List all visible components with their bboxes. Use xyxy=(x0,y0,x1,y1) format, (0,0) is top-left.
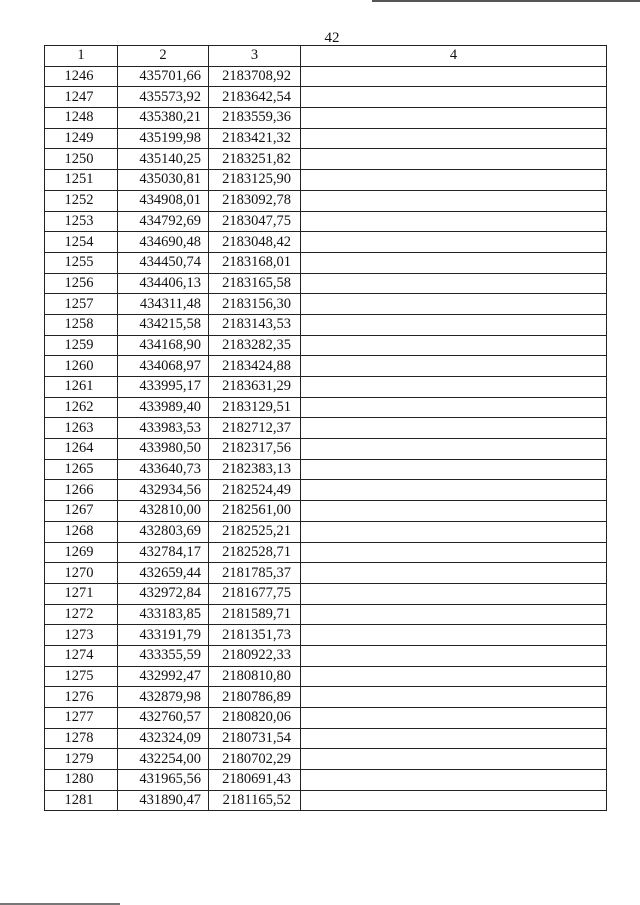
table-row xyxy=(45,273,607,294)
point-number-cell: 1266 xyxy=(45,480,118,501)
table-header-row xyxy=(45,46,607,67)
table-row xyxy=(45,252,607,273)
note-cell xyxy=(301,645,607,666)
x-coordinate-cell: 434690,48 xyxy=(118,232,209,253)
table-row xyxy=(45,87,607,108)
table-row xyxy=(45,377,607,398)
note-cell xyxy=(301,377,607,398)
x-coordinate-cell: 433355,59 xyxy=(118,645,209,666)
point-number-cell: 1246 xyxy=(45,66,118,87)
table-row xyxy=(45,666,607,687)
y-coordinate-cell: 2183143,53 xyxy=(209,314,301,335)
x-coordinate-cell: 433995,17 xyxy=(118,377,209,398)
point-number-cell: 1269 xyxy=(45,542,118,563)
point-number-cell: 1262 xyxy=(45,397,118,418)
column-header-1: 1 xyxy=(45,46,118,67)
y-coordinate-cell: 2183165,58 xyxy=(209,273,301,294)
note-cell xyxy=(301,170,607,191)
table-row xyxy=(45,501,607,522)
note-cell xyxy=(301,459,607,480)
x-coordinate-cell: 434168,90 xyxy=(118,335,209,356)
table-row xyxy=(45,418,607,439)
point-number-cell: 1264 xyxy=(45,439,118,460)
y-coordinate-cell: 2182525,21 xyxy=(209,521,301,542)
x-coordinate-cell: 432934,56 xyxy=(118,480,209,501)
x-coordinate-cell: 435199,98 xyxy=(118,128,209,149)
x-coordinate-cell: 432879,98 xyxy=(118,687,209,708)
point-number-cell: 1250 xyxy=(45,149,118,170)
table-row xyxy=(45,211,607,232)
coordinates-table xyxy=(44,45,607,811)
y-coordinate-cell: 2183631,29 xyxy=(209,377,301,398)
y-coordinate-cell: 2182524,49 xyxy=(209,480,301,501)
table-row xyxy=(45,542,607,563)
x-coordinate-cell: 433980,50 xyxy=(118,439,209,460)
note-cell xyxy=(301,273,607,294)
point-number-cell: 1248 xyxy=(45,108,118,129)
note-cell xyxy=(301,583,607,604)
note-cell xyxy=(301,521,607,542)
y-coordinate-cell: 2183708,92 xyxy=(209,66,301,87)
y-coordinate-cell: 2182317,56 xyxy=(209,439,301,460)
y-coordinate-cell: 2183129,51 xyxy=(209,397,301,418)
table-row xyxy=(45,459,607,480)
y-coordinate-cell: 2183559,36 xyxy=(209,108,301,129)
y-coordinate-cell: 2182528,71 xyxy=(209,542,301,563)
note-cell xyxy=(301,232,607,253)
point-number-cell: 1251 xyxy=(45,170,118,191)
table-row xyxy=(45,625,607,646)
point-number-cell: 1267 xyxy=(45,501,118,522)
note-cell xyxy=(301,294,607,315)
x-coordinate-cell: 433983,53 xyxy=(118,418,209,439)
point-number-cell: 1260 xyxy=(45,356,118,377)
point-number-cell: 1253 xyxy=(45,211,118,232)
table-row xyxy=(45,294,607,315)
note-cell xyxy=(301,356,607,377)
table-row xyxy=(45,563,607,584)
table-row xyxy=(45,749,607,770)
point-number-cell: 1257 xyxy=(45,294,118,315)
y-coordinate-cell: 2183047,75 xyxy=(209,211,301,232)
table-row xyxy=(45,521,607,542)
point-number-cell: 1278 xyxy=(45,728,118,749)
note-cell xyxy=(301,439,607,460)
x-coordinate-cell: 432992,47 xyxy=(118,666,209,687)
y-coordinate-cell: 2180922,33 xyxy=(209,645,301,666)
note-cell xyxy=(301,66,607,87)
note-cell xyxy=(301,790,607,811)
point-number-cell: 1263 xyxy=(45,418,118,439)
table-row xyxy=(45,108,607,129)
point-number-cell: 1274 xyxy=(45,645,118,666)
table-row xyxy=(45,480,607,501)
point-number-cell: 1268 xyxy=(45,521,118,542)
table-row xyxy=(45,708,607,729)
note-cell xyxy=(301,666,607,687)
x-coordinate-cell: 432760,57 xyxy=(118,708,209,729)
note-cell xyxy=(301,87,607,108)
point-number-cell: 1270 xyxy=(45,563,118,584)
y-coordinate-cell: 2180820,06 xyxy=(209,708,301,729)
column-header-2: 2 xyxy=(118,46,209,67)
note-cell xyxy=(301,190,607,211)
point-number-cell: 1280 xyxy=(45,770,118,791)
x-coordinate-cell: 434792,69 xyxy=(118,211,209,232)
y-coordinate-cell: 2183421,32 xyxy=(209,128,301,149)
x-coordinate-cell: 432324,09 xyxy=(118,728,209,749)
y-coordinate-cell: 2183642,54 xyxy=(209,87,301,108)
coordinates-table-container xyxy=(44,45,607,811)
point-number-cell: 1247 xyxy=(45,87,118,108)
point-number-cell: 1271 xyxy=(45,583,118,604)
point-number-cell: 1259 xyxy=(45,335,118,356)
x-coordinate-cell: 435701,66 xyxy=(118,66,209,87)
table-row xyxy=(45,687,607,708)
top-edge-rule xyxy=(372,0,640,2)
point-number-cell: 1255 xyxy=(45,252,118,273)
point-number-cell: 1273 xyxy=(45,625,118,646)
table-row xyxy=(45,149,607,170)
x-coordinate-cell: 435030,81 xyxy=(118,170,209,191)
x-coordinate-cell: 433989,40 xyxy=(118,397,209,418)
x-coordinate-cell: 434908,01 xyxy=(118,190,209,211)
y-coordinate-cell: 2181351,73 xyxy=(209,625,301,646)
note-cell xyxy=(301,563,607,584)
point-number-cell: 1261 xyxy=(45,377,118,398)
y-coordinate-cell: 2183156,30 xyxy=(209,294,301,315)
note-cell xyxy=(301,687,607,708)
point-number-cell: 1281 xyxy=(45,790,118,811)
table-row xyxy=(45,232,607,253)
x-coordinate-cell: 432784,17 xyxy=(118,542,209,563)
x-coordinate-cell: 433183,85 xyxy=(118,604,209,625)
table-row xyxy=(45,439,607,460)
note-cell xyxy=(301,770,607,791)
y-coordinate-cell: 2183251,82 xyxy=(209,149,301,170)
note-cell xyxy=(301,418,607,439)
x-coordinate-cell: 432803,69 xyxy=(118,521,209,542)
x-coordinate-cell: 435140,25 xyxy=(118,149,209,170)
y-coordinate-cell: 2182383,13 xyxy=(209,459,301,480)
table-row xyxy=(45,190,607,211)
x-coordinate-cell: 432254,00 xyxy=(118,749,209,770)
note-cell xyxy=(301,728,607,749)
x-coordinate-cell: 434215,58 xyxy=(118,314,209,335)
note-cell xyxy=(301,708,607,729)
column-header-4: 4 xyxy=(301,46,607,67)
table-row xyxy=(45,397,607,418)
table-row xyxy=(45,583,607,604)
x-coordinate-cell: 435380,21 xyxy=(118,108,209,129)
x-coordinate-cell: 431890,47 xyxy=(118,790,209,811)
table-row xyxy=(45,604,607,625)
point-number-cell: 1277 xyxy=(45,708,118,729)
note-cell xyxy=(301,501,607,522)
note-cell xyxy=(301,604,607,625)
x-coordinate-cell: 434406,13 xyxy=(118,273,209,294)
note-cell xyxy=(301,397,607,418)
table-row xyxy=(45,645,607,666)
x-coordinate-cell: 432810,00 xyxy=(118,501,209,522)
y-coordinate-cell: 2183168,01 xyxy=(209,252,301,273)
table-row xyxy=(45,770,607,791)
note-cell xyxy=(301,211,607,232)
x-coordinate-cell: 433640,73 xyxy=(118,459,209,480)
note-cell xyxy=(301,149,607,170)
table-row xyxy=(45,335,607,356)
point-number-cell: 1249 xyxy=(45,128,118,149)
y-coordinate-cell: 2181785,37 xyxy=(209,563,301,584)
y-coordinate-cell: 2180810,80 xyxy=(209,666,301,687)
y-coordinate-cell: 2181165,52 xyxy=(209,790,301,811)
y-coordinate-cell: 2181677,75 xyxy=(209,583,301,604)
y-coordinate-cell: 2183424,88 xyxy=(209,356,301,377)
table-row xyxy=(45,314,607,335)
point-number-cell: 1254 xyxy=(45,232,118,253)
x-coordinate-cell: 432659,44 xyxy=(118,563,209,584)
point-number-cell: 1265 xyxy=(45,459,118,480)
note-cell xyxy=(301,252,607,273)
point-number-cell: 1275 xyxy=(45,666,118,687)
y-coordinate-cell: 2180786,89 xyxy=(209,687,301,708)
y-coordinate-cell: 2182561,00 xyxy=(209,501,301,522)
x-coordinate-cell: 434450,74 xyxy=(118,252,209,273)
y-coordinate-cell: 2180691,43 xyxy=(209,770,301,791)
point-number-cell: 1256 xyxy=(45,273,118,294)
y-coordinate-cell: 2182712,37 xyxy=(209,418,301,439)
note-cell xyxy=(301,128,607,149)
note-cell xyxy=(301,625,607,646)
note-cell xyxy=(301,314,607,335)
point-number-cell: 1258 xyxy=(45,314,118,335)
table-row xyxy=(45,128,607,149)
y-coordinate-cell: 2180731,54 xyxy=(209,728,301,749)
point-number-cell: 1279 xyxy=(45,749,118,770)
table-row xyxy=(45,356,607,377)
y-coordinate-cell: 2181589,71 xyxy=(209,604,301,625)
note-cell xyxy=(301,480,607,501)
y-coordinate-cell: 2183282,35 xyxy=(209,335,301,356)
point-number-cell: 1276 xyxy=(45,687,118,708)
point-number-cell: 1272 xyxy=(45,604,118,625)
note-cell xyxy=(301,542,607,563)
x-coordinate-cell: 435573,92 xyxy=(118,87,209,108)
x-coordinate-cell: 434311,48 xyxy=(118,294,209,315)
note-cell xyxy=(301,335,607,356)
x-coordinate-cell: 433191,79 xyxy=(118,625,209,646)
note-cell xyxy=(301,108,607,129)
table-row xyxy=(45,790,607,811)
x-coordinate-cell: 431965,56 xyxy=(118,770,209,791)
table-row xyxy=(45,728,607,749)
column-header-3: 3 xyxy=(209,46,301,67)
y-coordinate-cell: 2183048,42 xyxy=(209,232,301,253)
x-coordinate-cell: 432972,84 xyxy=(118,583,209,604)
y-coordinate-cell: 2180702,29 xyxy=(209,749,301,770)
page-number: 42 xyxy=(324,30,340,46)
y-coordinate-cell: 2183125,90 xyxy=(209,170,301,191)
point-number-cell: 1252 xyxy=(45,190,118,211)
note-cell xyxy=(301,749,607,770)
y-coordinate-cell: 2183092,78 xyxy=(209,190,301,211)
table-row xyxy=(45,66,607,87)
table-row xyxy=(45,170,607,191)
x-coordinate-cell: 434068,97 xyxy=(118,356,209,377)
